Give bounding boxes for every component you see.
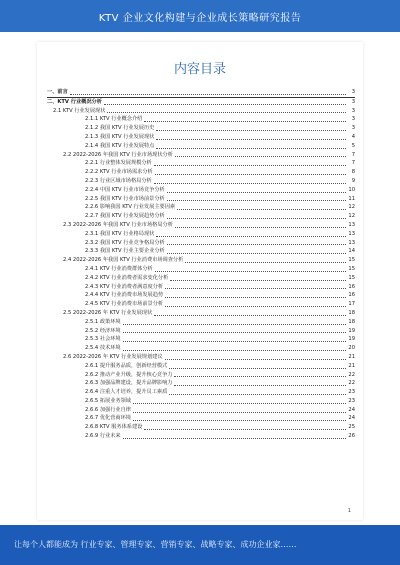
- toc-leader-dots: [107, 112, 346, 113]
- table-of-contents: [47, 88, 355, 441]
- toc-entry-title: 2.6.8 KTV 服务体系建设: [85, 424, 143, 431]
- toc-leader-dots: [156, 148, 346, 149]
- toc-leader-dots: [156, 236, 346, 237]
- toc-entry-title: 2.5.3 社会环境: [85, 336, 121, 343]
- toc-entry-page: 13: [348, 230, 355, 237]
- page-number: 1: [347, 508, 351, 514]
- toc-entry-page: 24: [348, 415, 355, 422]
- toc-entry-title: 2.6.4 注重人才培养，提升员工素质: [85, 389, 168, 396]
- toc-entry-title: 2.1.1 KTV 行业概念介绍: [85, 116, 143, 123]
- toc-entry[interactable]: [47, 388, 355, 397]
- toc-entry-page: 8: [351, 169, 355, 176]
- toc-entry[interactable]: [47, 247, 355, 256]
- toc-entry-title: 2.5.2 经济环境: [85, 327, 121, 334]
- toc-entry-page: 21: [348, 353, 355, 360]
- toc-entry-title: 2.5.1 政策环境: [85, 318, 121, 325]
- toc-entry[interactable]: [47, 432, 355, 441]
- footer-slogan: 让每个人都能成为 行业专家、管理专家、营销专家、战略专家、成功企业家……: [14, 540, 297, 549]
- toc-entry-page: 26: [348, 433, 355, 440]
- toc-entry-page: 20: [348, 345, 355, 352]
- toc-entry-title: 2.4.5 KTV 行业消费市场前景分析: [85, 301, 164, 308]
- toc-entry-page: 9: [351, 177, 355, 184]
- toc-entry[interactable]: [47, 142, 355, 151]
- toc-entry-title: 2.4.3 KTV 行业消费者满意度分析: [85, 283, 164, 290]
- toc-entry[interactable]: [47, 318, 355, 327]
- toc-entry[interactable]: [47, 335, 355, 344]
- toc-entry-title: 2.1.3 我国 KTV 行业发展现状: [85, 133, 155, 140]
- toc-entry-page: 16: [348, 292, 355, 299]
- toc-leader-dots: [123, 324, 346, 325]
- toc-entry-page: 5: [351, 142, 355, 149]
- toc-entry-page: 23: [348, 389, 355, 396]
- toc-entry-title: 2.6.2 推动产业升级，提升核心竞争力: [85, 371, 173, 378]
- toc-entry-page: 14: [348, 248, 355, 255]
- toc-entry-title: 2.6.6 加强行业自律: [85, 406, 131, 413]
- toc-leader-dots: [167, 192, 346, 193]
- toc-entry-page: 3: [351, 107, 355, 114]
- toc-entry-page: 12: [348, 204, 355, 211]
- toc-leader-dots: [167, 218, 346, 219]
- toc-entry-page: 3: [351, 125, 355, 132]
- toc-entry[interactable]: [47, 203, 355, 212]
- toc-leader-dots: [169, 394, 346, 395]
- toc-entry[interactable]: [47, 256, 355, 265]
- toc-entry-page: 22: [348, 371, 355, 378]
- toc-entry[interactable]: [47, 397, 355, 406]
- toc-entry-page: 23: [348, 397, 355, 404]
- toc-leader-dots: [175, 227, 346, 228]
- toc-entry-title: 2.4.2 KTV 行业消费者需求变化分析: [85, 274, 169, 281]
- document-page: [37, 42, 363, 520]
- toc-entry[interactable]: [47, 362, 355, 371]
- toc-leader-dots: [133, 412, 346, 413]
- toc-leader-dots: [144, 429, 346, 430]
- header-bar: [0, 0, 400, 32]
- toc-leader-dots: [156, 139, 346, 140]
- toc-entry[interactable]: [47, 283, 355, 292]
- toc-entry-title: 2.6 2022-2026 年 KTV 行业发展规划建议: [63, 353, 163, 360]
- toc-entry-title: 2.5 2022-2026 年 KTV 行业发展现状: [63, 309, 153, 316]
- toc-leader-dots: [165, 306, 346, 307]
- toc-entry-page: 25: [348, 424, 355, 431]
- toc-entry-title: 2.4.1 KTV 行业消费群体分析: [85, 265, 153, 272]
- toc-entry[interactable]: [47, 97, 355, 107]
- toc-entry-title: 2.2.6 影响我国 KTV 行业发展主要因素: [85, 204, 176, 211]
- toc-entry[interactable]: [47, 274, 355, 283]
- toc-entry-page: 12: [348, 213, 355, 220]
- toc-leader-dots: [123, 332, 346, 333]
- toc-entry-page: 4: [351, 133, 355, 140]
- toc-leader-dots: [165, 297, 346, 298]
- toc-entry[interactable]: [47, 107, 355, 116]
- toc-entry[interactable]: [47, 159, 355, 168]
- toc-entry[interactable]: [47, 406, 355, 415]
- toc-leader-dots: [174, 385, 346, 386]
- toc-leader-dots: [167, 244, 346, 245]
- toc-leader-dots: [154, 183, 346, 184]
- toc-entry[interactable]: [47, 344, 355, 353]
- toc-leader-dots: [104, 104, 346, 105]
- toc-leader-dots: [165, 359, 346, 360]
- toc-entry-title: 2.3.3 我国 KTV 行业主要企业分析: [85, 248, 165, 255]
- toc-leader-dots: [123, 350, 346, 351]
- toc-leader-dots: [133, 403, 346, 404]
- toc-entry-page: 17: [348, 301, 355, 308]
- toc-entry-title: 一、前言: [47, 89, 68, 95]
- toc-entry-title: 2.1.4 我国 KTV 行业发展特点: [85, 142, 155, 149]
- toc-entry-title: 2.3 2022-2026 年我国 KTV 行业市场格局分析: [63, 221, 173, 228]
- toc-leader-dots: [177, 209, 346, 210]
- toc-leader-dots: [167, 253, 346, 254]
- toc-leader-dots: [185, 262, 346, 263]
- toc-entry-page: 15: [348, 257, 355, 264]
- toc-leader-dots: [154, 165, 346, 166]
- toc-entry-title: 2.2.3 行业区域市场格局分析: [85, 177, 152, 184]
- toc-entry[interactable]: [47, 371, 355, 380]
- toc-entry[interactable]: [47, 195, 355, 204]
- toc-entry-page: 13: [348, 221, 355, 228]
- toc-entry-page: 10: [348, 186, 355, 193]
- toc-entry[interactable]: [47, 124, 355, 133]
- toc-entry-page: 13: [348, 239, 355, 246]
- toc-entry-page: 16: [348, 283, 355, 290]
- toc-entry[interactable]: [47, 230, 355, 239]
- toc-entry-title: 2.2.4 中国 KTV 行业市场竞争分析: [85, 186, 165, 193]
- toc-leader-dots: [174, 376, 346, 377]
- toc-entry-title: 2.2.7 我国 KTV 行业发展趋势分析: [85, 213, 165, 220]
- toc-entry-title: 2.4.4 KTV 行业消费市场发展趋势: [85, 292, 164, 299]
- toc-entry-page: 18: [348, 318, 355, 325]
- toc-entry[interactable]: [47, 177, 355, 186]
- toc-entry-page: 7: [351, 160, 355, 167]
- toc-leader-dots: [165, 288, 346, 289]
- toc-entry[interactable]: [47, 291, 355, 300]
- toc-entry-title: 2.2.2 KTV 行业市场需求分析: [85, 169, 153, 176]
- toc-entry[interactable]: [47, 115, 355, 124]
- toc-leader-dots: [123, 438, 346, 439]
- toc-entry[interactable]: [47, 186, 355, 195]
- toc-entry[interactable]: [47, 327, 355, 336]
- toc-entry-page: 3: [351, 116, 355, 123]
- toc-title: 内容目录: [173, 62, 226, 77]
- toc-entry[interactable]: [47, 309, 355, 318]
- toc-entry-title: 2.1.2 我国 KTV 行业发展历史: [85, 125, 155, 132]
- toc-entry-page: 22: [348, 380, 355, 387]
- toc-entry-title: 2.2.1 行业整体发展规模分析: [85, 160, 152, 167]
- toc-entry-title: 2.6.3 加强品牌建设，提升品牌影响力: [85, 380, 173, 387]
- toc-entry-page: 24: [348, 406, 355, 413]
- toc-leader-dots: [175, 156, 346, 157]
- toc-entry-title: 2.5.4 技术环境: [85, 345, 121, 352]
- toc-entry-title: 2.2.5 我国 KTV 行业市场前景分析: [85, 195, 165, 202]
- toc-entry-title: 2.6.1 提升服务品质，创新经营模式: [85, 362, 168, 369]
- toc-entry-title: 2.6.5 拓展业务领域: [85, 397, 131, 404]
- toc-entry-title: 2.4 2022-2026 年我国 KTV 行业消费市场调查分析: [63, 257, 184, 264]
- toc-entry-title: 2.6.9 行业未来: [85, 433, 121, 440]
- toc-entry-page: 15: [348, 265, 355, 272]
- toc-leader-dots: [167, 200, 346, 201]
- toc-leader-dots: [156, 130, 346, 131]
- toc-entry-title: 2.3.1 我国 KTV 行业格局现状: [85, 230, 155, 237]
- toc-entry[interactable]: [47, 221, 355, 230]
- header-title: KTV 企业文化构建与企业成长策略研究报告: [98, 13, 302, 24]
- toc-entry-page: 18: [348, 309, 355, 316]
- toc-entry-title: 二、KTV 行业概况分析: [47, 98, 102, 105]
- toc-entry-title: 2.6.7 优化营商环境: [85, 415, 131, 422]
- toc-entry[interactable]: [47, 353, 355, 362]
- toc-leader-dots: [155, 271, 346, 272]
- toc-entry-page: 11: [348, 195, 355, 202]
- toc-entry[interactable]: [47, 88, 355, 97]
- toc-entry[interactable]: [47, 151, 355, 160]
- toc-entry[interactable]: [47, 212, 355, 221]
- toc-entry[interactable]: [47, 239, 355, 248]
- toc-entry[interactable]: [47, 414, 355, 423]
- toc-leader-dots: [123, 341, 346, 342]
- toc-entry[interactable]: [47, 168, 355, 177]
- toc-leader-dots: [133, 420, 346, 421]
- toc-entry-page: 15: [348, 274, 355, 281]
- toc-leader-dots: [144, 121, 346, 122]
- toc-entry[interactable]: [47, 379, 355, 388]
- toc-leader-dots: [169, 368, 346, 369]
- toc-entry[interactable]: [47, 133, 355, 142]
- toc-entry-page: 19: [348, 336, 355, 343]
- toc-entry-title: 2.3.2 我国 KTV 行业竞争格局分析: [85, 239, 165, 246]
- toc-entry-page: 3: [351, 98, 355, 105]
- toc-entry-title: 2.1 KTV 行业发展现状: [53, 107, 106, 114]
- toc-entry-page: 19: [348, 327, 355, 334]
- toc-entry[interactable]: [47, 265, 355, 274]
- footer-banner: [0, 525, 400, 565]
- toc-entry-title: 2.2 2022-2026 年我国 KTV 行业市场现状分析: [63, 151, 173, 158]
- toc-entry[interactable]: [47, 300, 355, 309]
- toc-entry-page: 7: [351, 151, 355, 158]
- toc-leader-dots: [170, 280, 346, 281]
- toc-entry-page: 21: [348, 362, 355, 369]
- toc-leader-dots: [155, 174, 346, 175]
- toc-leader-dots: [154, 315, 346, 316]
- toc-entry[interactable]: [47, 423, 355, 432]
- toc-entry-page: 3: [351, 89, 355, 95]
- toc-leader-dots: [70, 94, 346, 95]
